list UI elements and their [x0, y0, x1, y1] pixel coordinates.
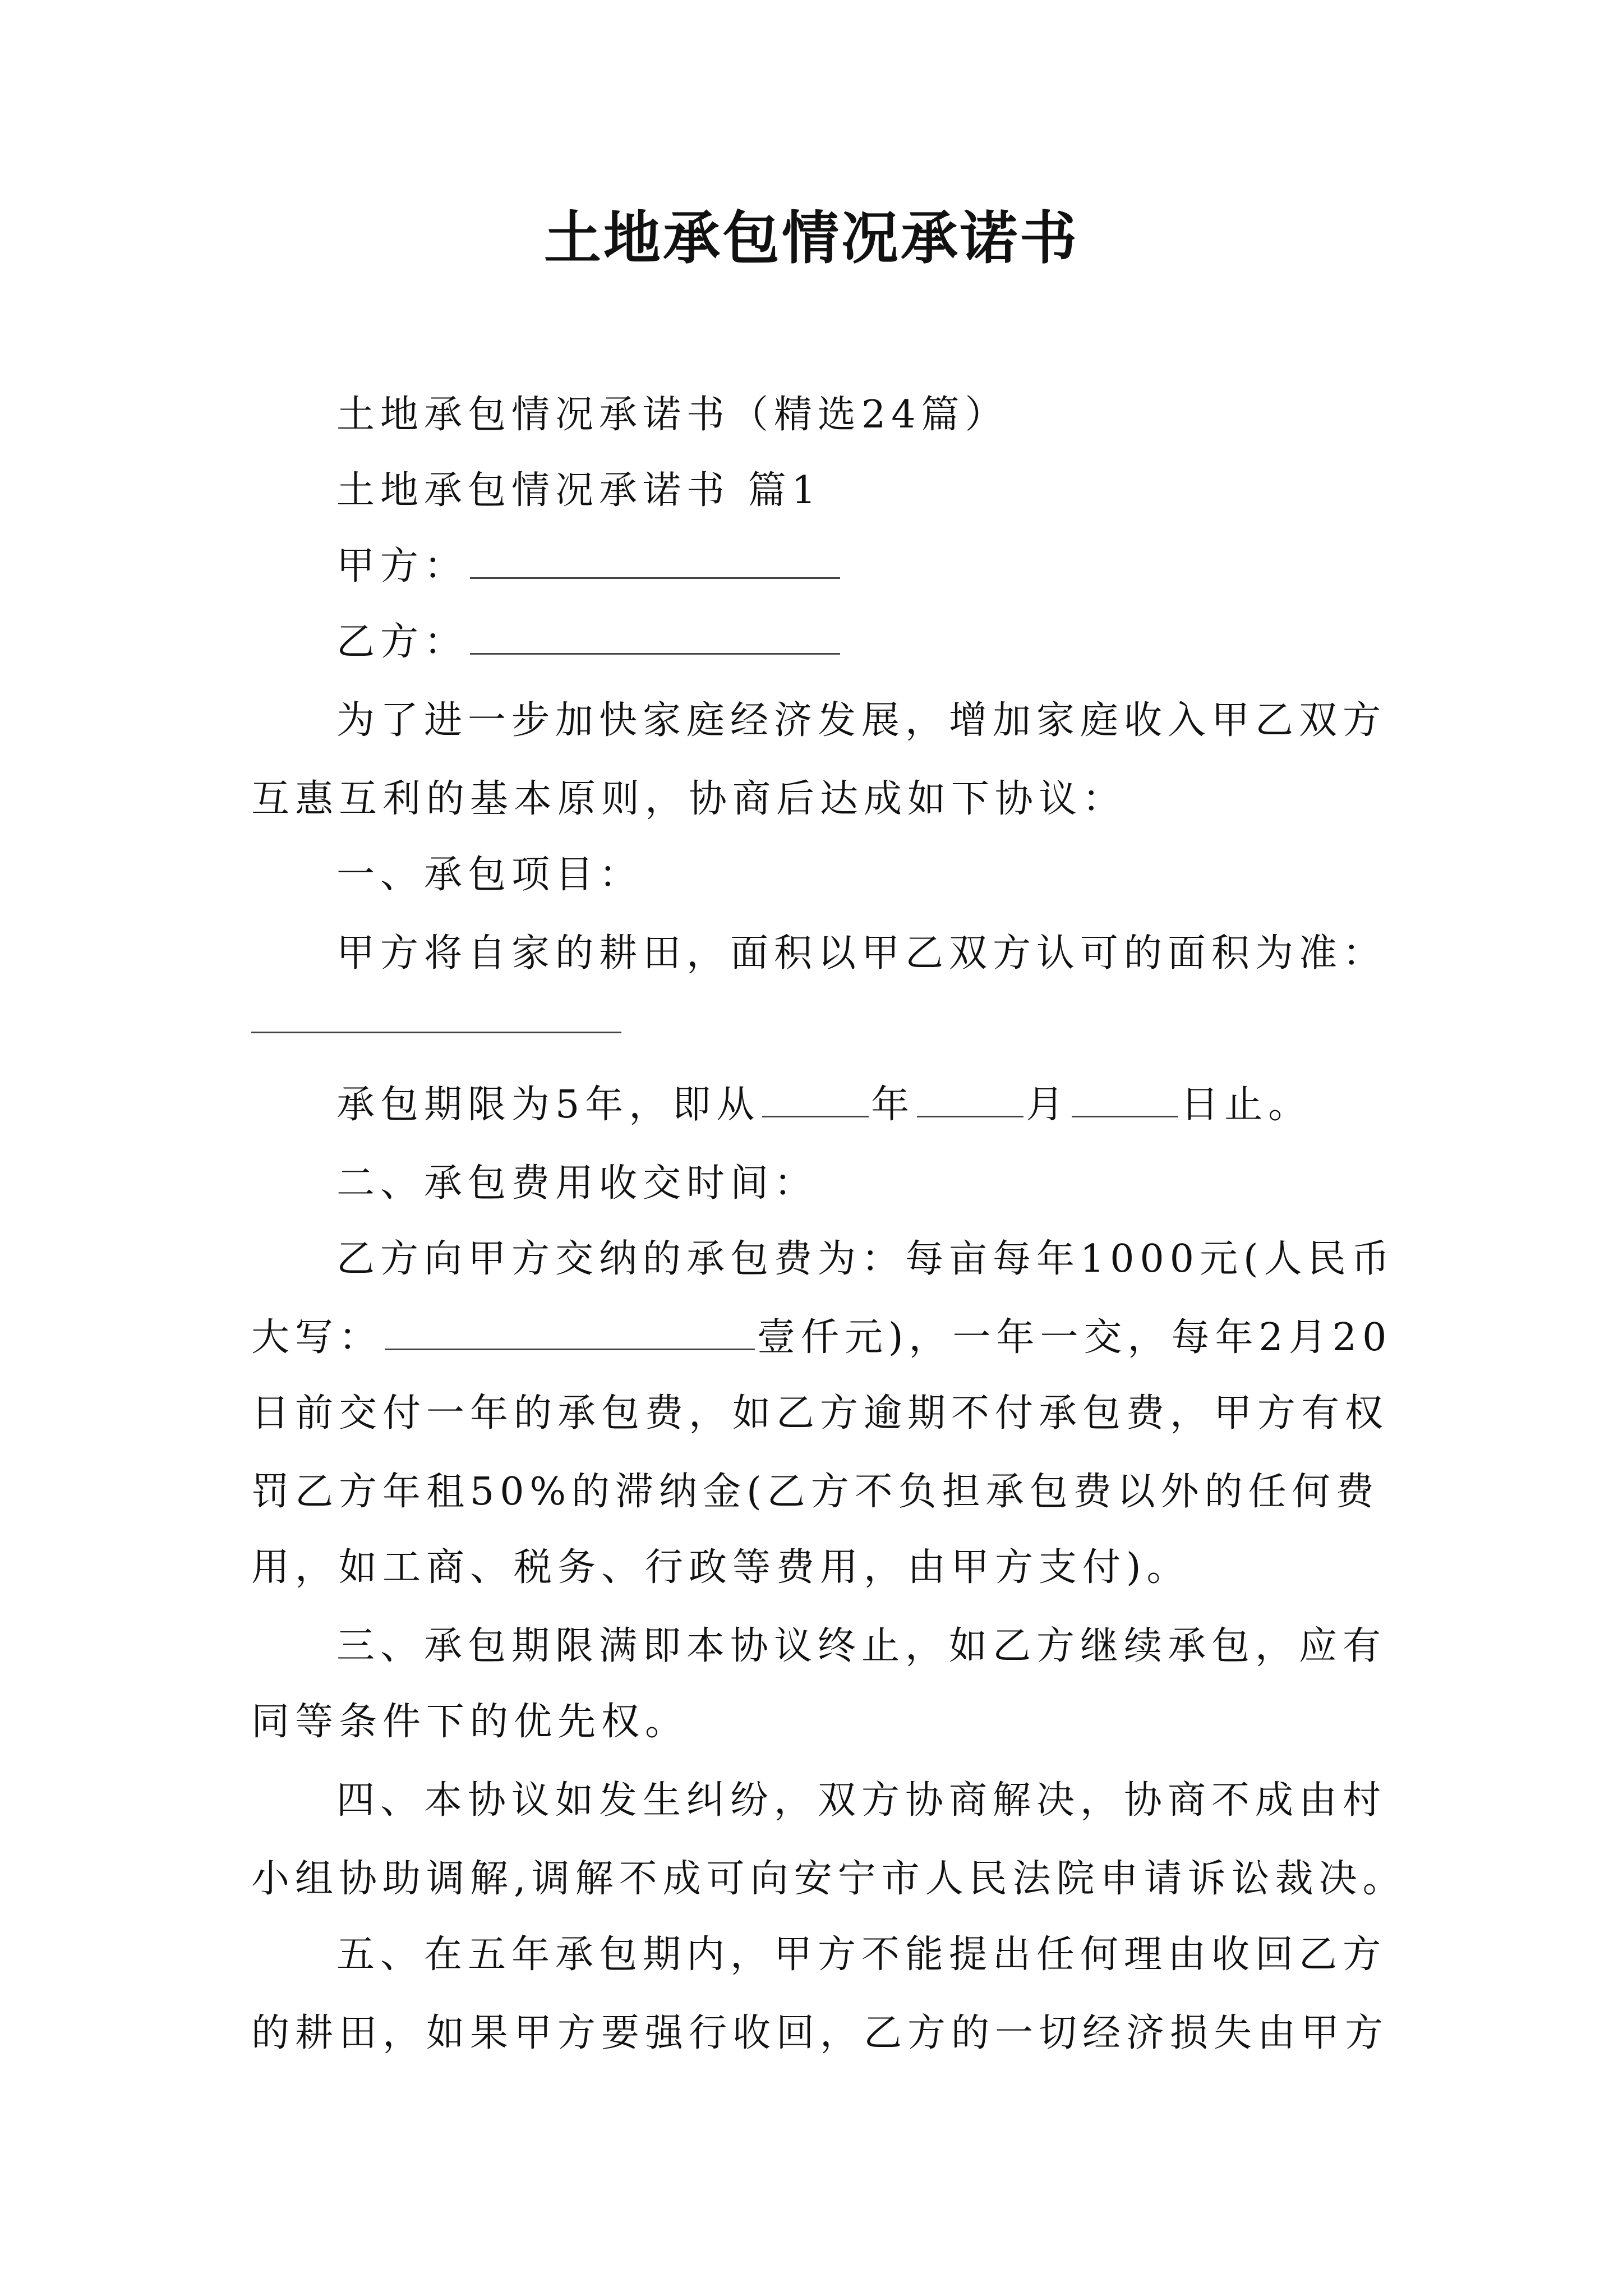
area-blank — [251, 998, 621, 1033]
term-line — [336, 1077, 1384, 1133]
term-year-label: 年 — [871, 1083, 915, 1127]
fee-line-2-prefix: 大写： — [251, 1315, 383, 1360]
area-blank-line — [251, 993, 1384, 1049]
item1-line-1: 甲方将自家的耕田，面积以甲乙双方认可的面积为准： — [336, 931, 1387, 976]
item5-line-2: 的耕田，如果甲方要强行收回，乙方的一切经济损失由甲方 — [251, 2011, 1389, 2055]
document-title: 土地承包情况承诺书 — [544, 205, 1079, 272]
term-month-label: 月 — [1026, 1083, 1070, 1127]
section-heading: 土地承包情况承诺书 篇1 — [336, 468, 822, 513]
fee-line-2-suffix: 壹仟元)，一年一交，每年2月20 — [757, 1315, 1393, 1360]
term-month-blank — [917, 1082, 1023, 1117]
document-subtitle: 土地承包情况承诺书（精选24篇） — [336, 393, 1009, 437]
party-b-blank — [470, 619, 840, 655]
party-a-line — [336, 539, 1384, 595]
party-b-line — [336, 614, 1384, 670]
fee-line-3: 日前交付一年的承包费，如乙方逾期不付承包费，甲方有权 — [251, 1391, 1389, 1435]
item3-line-2: 同等条件下的优先权。 — [251, 1700, 689, 1744]
party-a-label: 甲方： — [336, 544, 468, 588]
item5-line-1: 五、在五年承包期内，甲方不能提出任何理由收回乙方 — [336, 1932, 1387, 1977]
party-b-label: 乙方： — [336, 620, 468, 664]
fee-line-2 — [251, 1310, 1393, 1366]
term-day-blank — [1072, 1082, 1178, 1117]
term-suffix: 日止。 — [1181, 1083, 1312, 1127]
term-prefix: 承包期限为5年，即从 — [336, 1083, 760, 1127]
item3-line-1: 三、承包期限满即本协议终止，如乙方继续承包，应有 — [336, 1624, 1387, 1668]
fee-amount-blank — [385, 1315, 755, 1350]
item4-line-1: 四、本协议如发生纠纷，双方协商解决，协商不成由村 — [336, 1778, 1387, 1823]
fee-line-4: 罚乙方年租50%的滞纳金(乙方不负担承包费以外的任何费 — [251, 1470, 1380, 1514]
term-year-blank — [762, 1082, 869, 1117]
item2-heading: 二、承包费用收交时间： — [336, 1161, 818, 1205]
intro-line-2: 互惠互利的基本原则，协商后达成如下协议： — [251, 777, 1127, 821]
intro-line-1: 为了进一步加快家庭经济发展，增加家庭收入甲乙双方 — [336, 698, 1387, 743]
fee-line-1: 乙方向甲方交纳的承包费为：每亩每年1000元(人民币 — [336, 1237, 1395, 1281]
item1-heading: 一、承包项目： — [336, 853, 643, 897]
item4-line-2: 小组协助调解,调解不成可向安宁市人民法院申请诉讼裁决。 — [251, 1857, 1407, 1901]
party-a-blank — [470, 544, 840, 579]
fee-line-5: 用，如工商、税务、行政等费用，由甲方支付)。 — [251, 1545, 1191, 1590]
